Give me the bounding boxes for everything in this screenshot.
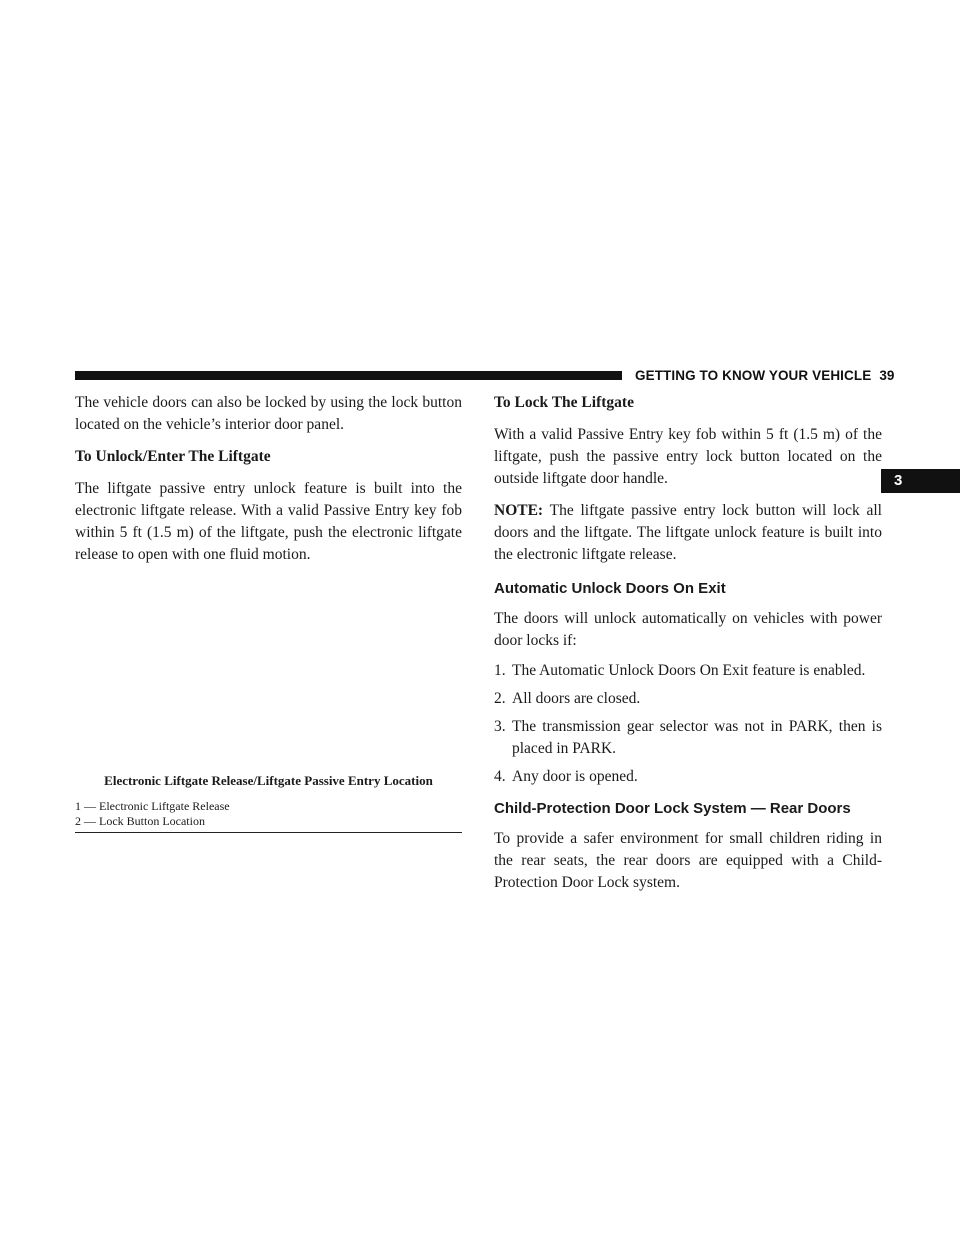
left-column [75, 392, 462, 566]
list-text: The Automatic Unlock Doors On Exit feature is enabled. [512, 662, 866, 679]
note-label: NOTE: [494, 502, 544, 519]
list-item [494, 660, 882, 682]
list-item [494, 688, 882, 710]
caption-rule [75, 832, 462, 833]
lock-heading: To Lock The Liftgate [494, 394, 634, 411]
lock-paragraph: With a valid Passive Entry key fob within 5 ft (1.5 m) of the liftgate, push the passive entry lock button located on the outside liftgate door handle. [494, 426, 882, 487]
unlock-heading: To Unlock/Enter The Liftgate [75, 448, 271, 465]
note-text: The liftgate passive entry lock button will lock all doors and the liftgate. The liftgate unlock feature is built into the electronic liftgate release. [494, 502, 882, 563]
note-paragraph [494, 500, 882, 566]
list-item [494, 716, 882, 760]
figure-legend-item: 2 — Lock Button Location [75, 814, 205, 828]
auto-unlock-paragraph: The doors will unlock automatically on vehicles with power door locks if: [494, 610, 882, 649]
figure-caption: Electronic Liftgate Release/Liftgate Passive Entry Location [104, 773, 433, 788]
list-text: The transmission gear selector was not in PARK, then is placed in PARK. [512, 718, 882, 757]
list-number: 3. [494, 718, 506, 735]
auto-unlock-heading: Automatic Unlock Doors On Exit [494, 580, 726, 597]
running-header [635, 366, 895, 386]
list-text: All doors are closed. [512, 690, 641, 707]
intro-paragraph: The vehicle doors can also be locked by using the lock button located on the vehicle’s interior door panel. [75, 394, 462, 433]
figure-legend-item: 1 — Electronic Liftgate Release [75, 799, 230, 813]
page-number: 39 [879, 368, 895, 383]
list-item [494, 766, 882, 788]
child-lock-heading: Child-Protection Door Lock System — Rear Doors [494, 800, 851, 817]
section-title: GETTING TO KNOW YOUR VEHICLE [635, 368, 872, 383]
figure-image-area [75, 555, 462, 765]
list-text: Any door is opened. [512, 768, 638, 785]
right-column [494, 392, 882, 894]
list-number: 4. [494, 768, 506, 785]
header-rule [75, 371, 622, 380]
list-number: 1. [494, 662, 506, 679]
list-number: 2. [494, 690, 506, 707]
unlock-paragraph: The liftgate passive entry unlock feature is built into the electronic liftgate release. With a valid Passive Entry key fob within 5 ft (1.5 m) of the liftgate, push the electronic liftgate release to open with one fluid motion. [75, 480, 462, 563]
child-lock-paragraph: To provide a safer environment for small children riding in the rear seats, the rear doors are equipped with a Child-Protection Door Lock system. [494, 830, 882, 891]
chapter-tab: 3 [881, 469, 960, 493]
